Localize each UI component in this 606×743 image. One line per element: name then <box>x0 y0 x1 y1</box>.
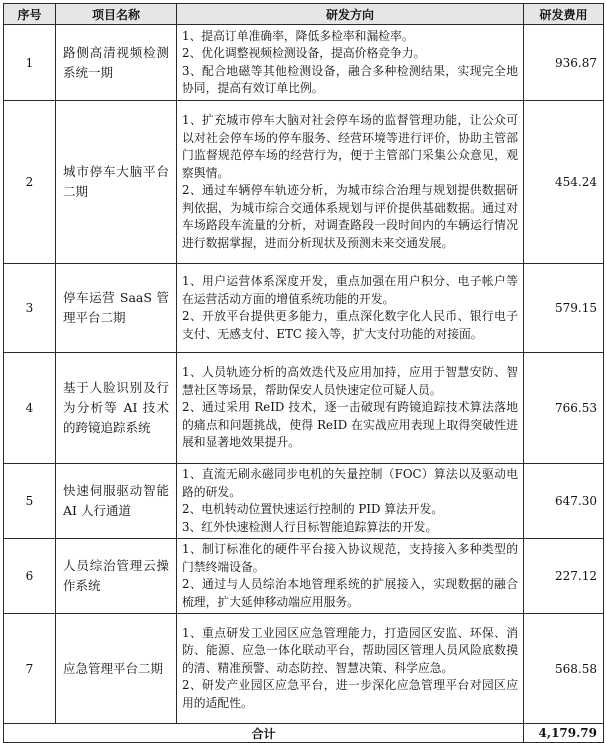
row-direction <box>177 101 524 264</box>
row-direction <box>177 264 524 353</box>
direction-item: 2、研发产业园区应急平台，进一步深化应急管理平台对园区应用的适配性。 <box>182 678 518 710</box>
row-project-name: 停车运营 SaaS 管理平台二期 <box>56 264 177 353</box>
direction-item: 3、配合地磁等其他检测设备，融合多种检测结果，实现完全地协同，提高有效订单比例。 <box>182 63 518 95</box>
row-seq: 3 <box>4 264 56 353</box>
direction-item: 2、通过与人员综治本地管理系统的扩展接入，实现数据的融合梳理，扩大延伸移动端应用服务。 <box>182 577 518 609</box>
row-project-name: 基于人脸识别及行为分析等 AI 技术的跨镜追踪系统 <box>56 353 177 464</box>
direction-item: 1、扩充城市停车大脑对社会停车场的监督管理功能，让公众可以对社会停车场的停车服务、经营环境等进行评价，协助主管部门监督规范停车场的经营行为，便于主管部门采集公众意见，观察舆情。 <box>182 113 518 180</box>
table-row <box>4 464 604 539</box>
total-label: 合计 <box>4 724 524 743</box>
total-cost: 4,179.79 <box>524 724 604 743</box>
row-cost: 936.87 <box>524 25 604 101</box>
table-row <box>4 539 604 614</box>
direction-item: 1、直流无刷永磁同步电机的矢量控制（FOC）算法以及驱动电路的研发。 <box>182 467 518 499</box>
direction-item: 2、通过车辆停车轨迹分析，为城市综合治理与规划提供数据研判依据，为城市综合交通体系规划与评价提供基础数据。通过对车场路段车流量的分析，对调查路段一段时间内的车辆运行情况进行数据掌握，进而分析现状及预测未来交通发展。 <box>182 183 518 250</box>
row-project-name: 人员综治管理云操作系统 <box>56 539 177 614</box>
rd-projects-table <box>3 3 604 743</box>
row-direction <box>177 539 524 614</box>
row-seq: 1 <box>4 25 56 101</box>
total-row <box>4 724 604 743</box>
header-direction: 研发方向 <box>177 4 524 25</box>
direction-item: 1、重点研发工业园区应急管理能力，打造园区安监、环保、消防、能源、应急一体化联动平台，帮助园区管理人员风险底数摸的清、精准预警、动态防控、智慧决策、科学应急。 <box>182 625 518 675</box>
row-cost: 579.15 <box>524 264 604 353</box>
direction-item: 2、开放平台提供更多能力，重点深化数字化人民币、银行电子支付、无感支付、ETC 接入等，扩大支付功能的对接面。 <box>182 309 518 341</box>
direction-item: 1、用户运营体系深度开发，重点加强在用户积分、电子帐户等在运营活动方面的增值系统功能的开发。 <box>182 274 518 306</box>
row-cost: 647.30 <box>524 464 604 539</box>
row-seq: 6 <box>4 539 56 614</box>
row-seq: 2 <box>4 101 56 264</box>
row-project-name: 应急管理平台二期 <box>56 614 177 724</box>
table-row <box>4 614 604 724</box>
table-header-row <box>4 4 604 25</box>
row-seq: 7 <box>4 614 56 724</box>
row-project-name: 快速伺服驱动智能 AI 人行通道 <box>56 464 177 539</box>
header-seq: 序号 <box>4 4 56 25</box>
direction-item: 2、优化调整视频检测设备，提高价格竞争力。 <box>182 46 426 60</box>
header-name: 项目名称 <box>56 4 177 25</box>
direction-item: 1、制订标准化的硬件平台接入协议规范，支持接入多种类型的门禁终端设备。 <box>182 542 518 574</box>
direction-item: 1、人员轨迹分析的高效迭代及应用加持，应用于智慧安防、智慧社区等场景，帮助保安人员快速定位可疑人员。 <box>182 365 518 397</box>
direction-item: 2、通过采用 ReID 技术，逐一击破现有跨镜追踪技术算法落地的痛点和问题挑战，使得 ReID 在实战应用表现上取得突破性进展和显著地效果提升。 <box>182 400 518 450</box>
row-seq: 5 <box>4 464 56 539</box>
row-direction <box>177 353 524 464</box>
row-cost: 454.24 <box>524 101 604 264</box>
table-row <box>4 264 604 353</box>
direction-item: 1、提高订单准确率，降低多检率和漏检率。 <box>182 28 414 43</box>
row-direction <box>177 25 524 101</box>
table-row <box>4 101 604 264</box>
row-direction <box>177 464 524 539</box>
row-project-name: 城市停车大脑平台二期 <box>56 101 177 264</box>
direction-item: 2、电机转动位置快速运行控制的 PID 算法开发。 <box>182 502 444 516</box>
row-direction <box>177 614 524 724</box>
row-cost: 568.58 <box>524 614 604 724</box>
row-seq: 4 <box>4 353 56 464</box>
table-row <box>4 353 604 464</box>
direction-item: 3、红外快速检测人行目标智能追踪算法的开发。 <box>182 519 438 534</box>
row-cost: 766.53 <box>524 353 604 464</box>
header-cost: 研发费用 <box>524 4 604 25</box>
row-project-name: 路侧高清视频检测系统一期 <box>56 25 177 101</box>
row-cost: 227.12 <box>524 539 604 614</box>
table-row <box>4 25 604 101</box>
